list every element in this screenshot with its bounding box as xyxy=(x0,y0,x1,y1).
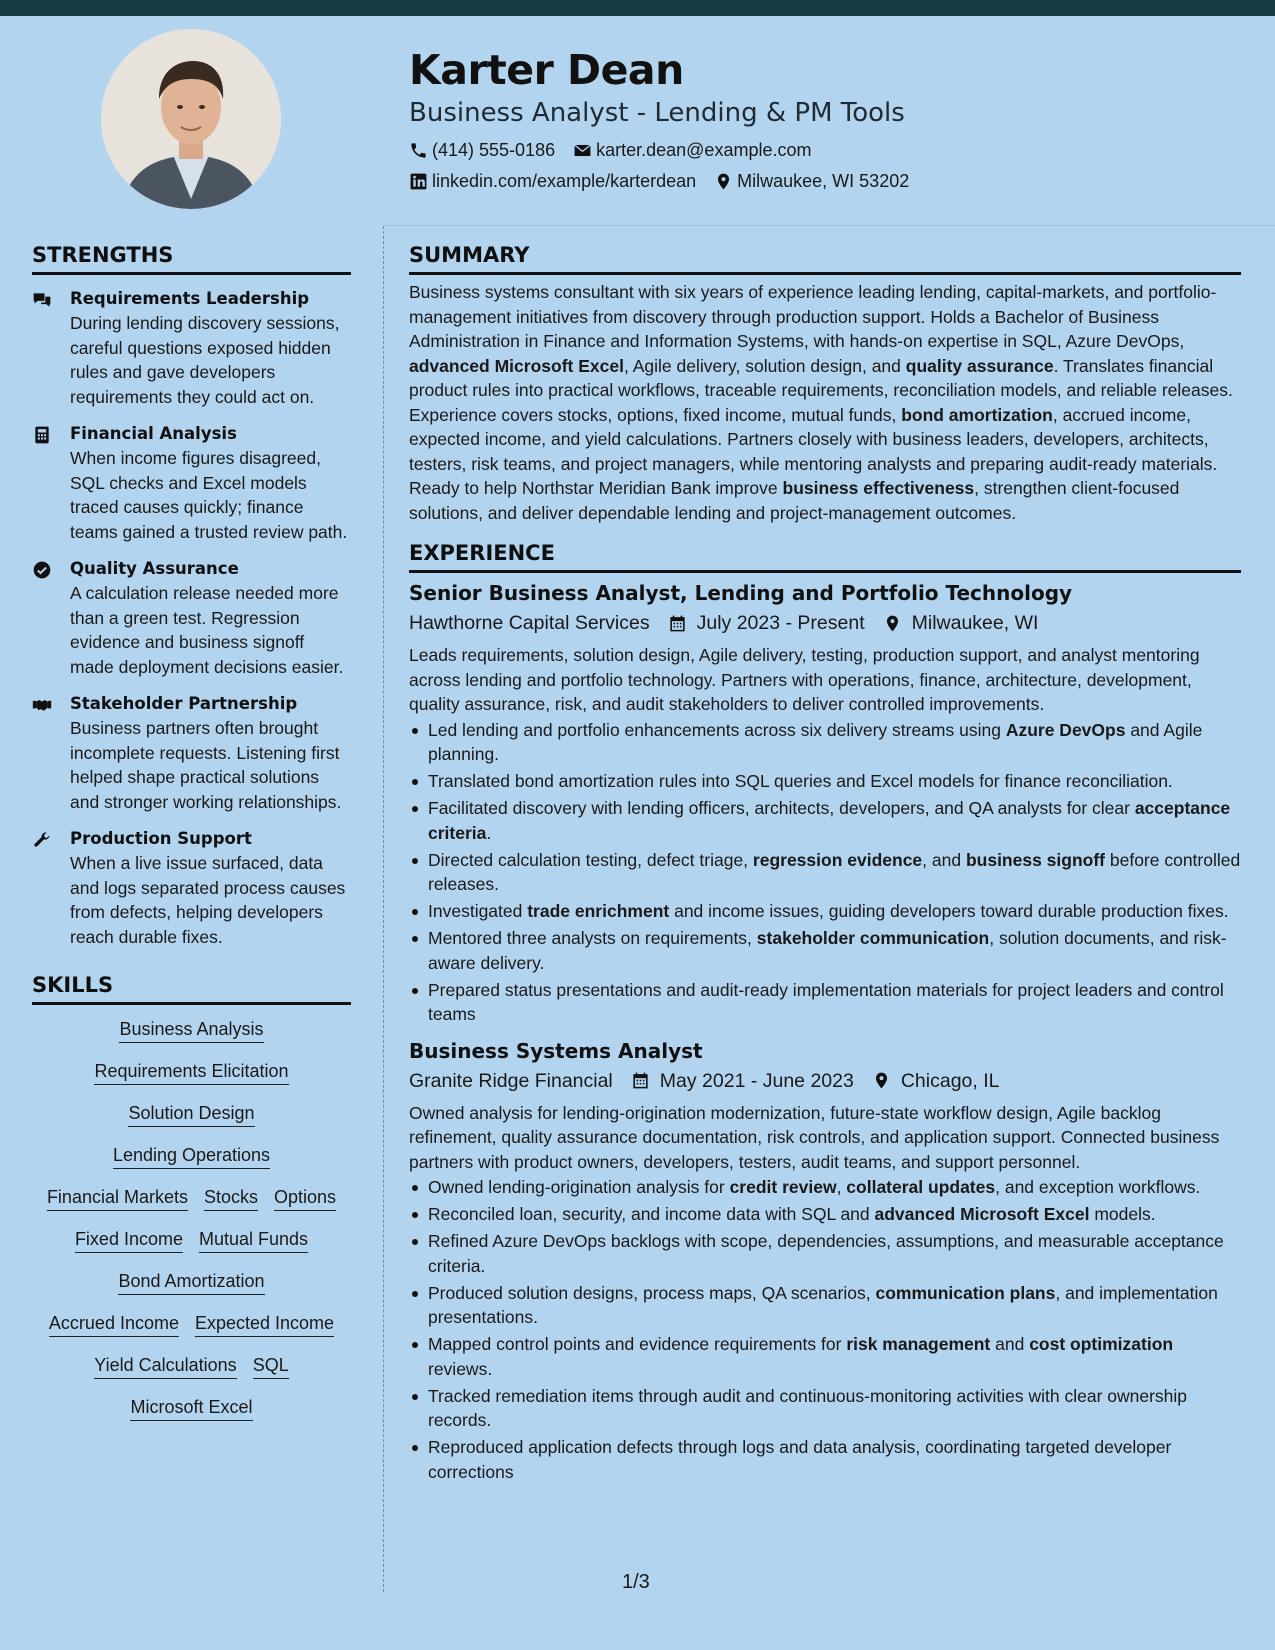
date-range: July 2023 - Present xyxy=(696,612,865,634)
emphasis-text: business signoff xyxy=(965,849,1105,870)
bullet-item xyxy=(409,1229,1241,1278)
profile-photo xyxy=(101,29,281,209)
text-run: Tracked remediation items through audit and continuous-monitoring activities with clear ownership records. xyxy=(428,1385,1188,1430)
location-name: Chicago, IL xyxy=(900,1069,1000,1092)
skill-row xyxy=(32,1269,351,1295)
text-run: Mapped control points and evidence requirements for xyxy=(428,1334,847,1354)
emphasis-text: stakeholder communication xyxy=(756,928,990,948)
skill-tag: Lending Operations xyxy=(113,1143,270,1169)
handshake-icon xyxy=(32,692,70,814)
phone-icon xyxy=(409,141,428,160)
calendar-icon xyxy=(631,1071,650,1090)
job-list xyxy=(409,579,1241,1484)
text-run: Mentored three analysts on requirements, xyxy=(428,928,757,948)
skill-row xyxy=(32,1227,351,1253)
skill-row xyxy=(32,1017,351,1043)
text-run: models. xyxy=(1089,1204,1156,1224)
emphasis-text: communication plans xyxy=(875,1282,1056,1303)
emphasis-text: risk management xyxy=(846,1334,991,1354)
emphasis-text: Azure DevOps xyxy=(1005,719,1126,740)
map-pin-icon xyxy=(872,1071,891,1090)
strength-description: When a live issue surfaced, data and logs separated process causes from defects, helping developers reach durable fixes. xyxy=(70,853,346,947)
text-run: , xyxy=(836,1177,847,1197)
job-title: Business Systems Analyst xyxy=(409,1038,703,1063)
candidate-name: Karter Dean xyxy=(409,46,684,94)
emphasis-text: credit review xyxy=(729,1177,837,1197)
skill-tag: Mutual Funds xyxy=(199,1227,308,1253)
text-run: , and xyxy=(922,849,966,870)
skill-row xyxy=(32,1353,351,1379)
bullet-item xyxy=(409,1332,1241,1381)
strength-description: A calculation release needed more than a green test. Regression evidence and business signoff made deployment decisions easier. xyxy=(70,583,344,677)
emphasis-text: cost optimization xyxy=(1029,1334,1174,1354)
skill-row xyxy=(32,1311,351,1337)
text-run: , and exception workflows. xyxy=(995,1177,1201,1197)
skill-tag: Financial Markets xyxy=(47,1185,188,1211)
text-run: reviews. xyxy=(428,1358,493,1379)
candidate-role: Business Analyst - Lending & PM Tools xyxy=(409,98,905,128)
text-run: Led lending and portfolio enhancements across six delivery streams using xyxy=(428,719,1006,740)
map-pin-icon xyxy=(714,172,733,191)
job-description: Owned analysis for lending-origination modernization, future-state workflow design, Agile backlog refinement, quality assurance documentation, risk controls, and application support. Connected business partners with product owners, developers, testers, audit teams, and support personnel. xyxy=(409,1102,1220,1172)
text-run: and xyxy=(990,1334,1030,1354)
wrench-icon xyxy=(32,827,70,949)
strength-item xyxy=(32,422,351,544)
text-run: and income issues, guiding developers toward durable production fixes. xyxy=(669,901,1229,921)
job-entry xyxy=(409,1037,1241,1485)
skill-row xyxy=(32,1143,351,1169)
calendar-icon xyxy=(668,614,687,633)
skill-tag: Business Analysis xyxy=(119,1017,263,1043)
skill-row xyxy=(32,1185,351,1211)
date-range: May 2021 - June 2023 xyxy=(659,1069,854,1092)
strengths-heading: STRENGTHS xyxy=(32,241,351,275)
skill-row xyxy=(32,1395,351,1421)
bullet-item xyxy=(409,1175,1241,1200)
top-bar xyxy=(0,0,1275,16)
skill-tag: Accrued Income xyxy=(49,1311,179,1337)
text-run: Produced solution designs, process maps, QA scenarios, xyxy=(428,1282,876,1303)
job-company xyxy=(409,1067,613,1095)
header-divider xyxy=(384,225,1275,226)
text-run: , strengthen client-focused solutions, and deliver dependable lending and project-management outcomes. xyxy=(409,478,1180,523)
strength-title: Quality Assurance xyxy=(70,559,239,578)
skill-tag: Expected Income xyxy=(195,1311,334,1337)
summary-text xyxy=(409,280,1241,525)
emphasis-text: quality assurance xyxy=(905,355,1054,376)
strengths-list xyxy=(32,287,351,949)
job-bullets xyxy=(409,718,1241,1027)
job-location xyxy=(883,609,1039,637)
emphasis-text: business effectiveness xyxy=(782,478,975,498)
column-divider xyxy=(383,226,384,1592)
contact-row-1 xyxy=(409,138,1249,162)
skill-tag: Yield Calculations xyxy=(94,1353,236,1379)
job-meta xyxy=(409,1067,1241,1095)
text-run: Facilitated discovery with lending officers, architects, developers, and QA analysts for clear xyxy=(428,798,1135,818)
linkedin-icon xyxy=(409,172,428,191)
experience-section xyxy=(409,539,1241,1484)
contact-row-2 xyxy=(409,169,1249,193)
strength-item xyxy=(32,287,351,409)
left-column xyxy=(32,241,351,1437)
phone-text: (414) 555-0186 xyxy=(432,140,556,160)
linkedin-text: linkedin.com/example/karterdean xyxy=(432,171,697,191)
company-name: Granite Ridge Financial xyxy=(409,1069,613,1092)
strength-title: Requirements Leadership xyxy=(70,289,310,308)
skill-row xyxy=(32,1101,351,1127)
bullet-item xyxy=(409,978,1241,1027)
skill-tag: Stocks xyxy=(204,1185,258,1211)
text-run: Directed calculation testing, defect triage, xyxy=(428,849,753,870)
calculator-icon xyxy=(32,422,70,544)
comments-icon xyxy=(32,287,70,409)
skill-tag: Requirements Elicitation xyxy=(94,1059,288,1085)
text-run: . xyxy=(486,822,492,843)
resume-header xyxy=(409,44,1249,193)
bullet-item xyxy=(409,926,1241,975)
strength-body xyxy=(70,422,351,544)
bullet-item xyxy=(409,1384,1241,1433)
strength-description: During lending discovery sessions, careful questions exposed hidden rules and gave developers requirements they could act on. xyxy=(70,313,340,407)
text-run: , and implementation presentations. xyxy=(428,1282,1218,1327)
summary-heading: SUMMARY xyxy=(409,241,1241,275)
strength-body xyxy=(70,827,351,949)
text-run: Reconciled loan, security, and income data with SQL and xyxy=(428,1204,875,1224)
strength-body xyxy=(70,557,351,679)
bullet-item xyxy=(409,796,1241,845)
job-entry xyxy=(409,579,1241,1027)
strength-body xyxy=(70,692,351,814)
skill-tag: SQL xyxy=(253,1353,289,1379)
company-name: Hawthorne Capital Services xyxy=(409,612,650,634)
emphasis-text: bond amortization xyxy=(901,404,1053,425)
text-run: , accrued income, expected income, and yield calculations. Partners closely with business leaders, developers, architects, testers, risk teams, and project managers, while mentoring analysts and preparing audit-ready materials. Ready to help Northstar Meridian Bank improve xyxy=(409,404,1218,498)
strength-description: Business partners often brought incomplete requests. Listening first helped shape practical solutions and stronger working relationships. xyxy=(70,718,342,812)
job-title: Senior Business Analyst, Lending and Portfolio Technology xyxy=(409,581,1073,605)
job-dates xyxy=(668,609,865,637)
strength-description: When income figures disagreed, SQL checks and Excel models traced causes quickly; finance teams gained a trusted review path. xyxy=(70,448,348,542)
email-contact[interactable] xyxy=(573,138,811,162)
text-run: Business systems consultant with six years of experience leading lending, capital-markets, and portfolio-management initiatives from discovery through production support. Holds a Bachelor of Business Administration in Finance and Information Systems, with hands-on expertise in SQL, Azure DevOps, xyxy=(409,282,1217,351)
bullet-item xyxy=(409,718,1241,767)
map-pin-icon xyxy=(883,614,902,633)
text-run: Investigated xyxy=(428,901,528,921)
text-run: Prepared status presentations and audit-ready implementation materials for project leaders and control teams xyxy=(428,979,1224,1024)
job-description: Leads requirements, solution design, Agile delivery, testing, production support, and analyst mentoring across lending and portfolio technology. Partners with operations, finance, architecture, development, quality assurance, risk, and audit stakeholders to deliver controlled improvements. xyxy=(409,645,1200,714)
bullet-item xyxy=(409,1435,1241,1484)
skill-tag: Options xyxy=(274,1185,336,1211)
strength-item xyxy=(32,557,351,679)
skill-tag: Bond Amortization xyxy=(118,1269,264,1295)
skills-list xyxy=(32,1017,351,1421)
skill-tag: Solution Design xyxy=(128,1101,254,1127)
email-text: karter.dean@example.com xyxy=(596,140,812,160)
skill-row xyxy=(32,1059,351,1085)
bullet-item xyxy=(409,848,1241,897)
skills-section xyxy=(32,971,351,1421)
text-run: Owned lending-origination analysis for xyxy=(428,1177,730,1197)
job-location xyxy=(872,1067,1000,1095)
location-text: Milwaukee, WI 53202 xyxy=(737,171,910,191)
emphasis-text: advanced Microsoft Excel xyxy=(409,355,624,376)
check-circle-icon xyxy=(32,557,70,679)
bullet-item xyxy=(409,1202,1241,1227)
location-contact xyxy=(714,169,909,193)
location-name: Milwaukee, WI xyxy=(911,612,1039,634)
experience-heading: EXPERIENCE xyxy=(409,539,1241,573)
bullet-item xyxy=(409,899,1241,924)
text-run: , solution documents, and risk-aware delivery. xyxy=(428,928,1227,973)
text-run: . Translates financial product rules into practical workflows, traceable requirements, reconciliation models, and reliable releases. Experience covers stocks, options, fixed income, mutual funds, xyxy=(409,355,1233,425)
phone-contact xyxy=(409,138,555,162)
emphasis-text: acceptance criteria xyxy=(428,798,1231,843)
job-meta xyxy=(409,609,1241,637)
text-run: Translated bond amortization rules into SQL queries and Excel models for finance reconciliation. xyxy=(428,771,1173,791)
skills-heading: SKILLS xyxy=(32,971,351,1005)
main-column xyxy=(409,241,1241,1487)
text-run: and Agile planning. xyxy=(428,719,1203,764)
envelope-icon xyxy=(573,141,592,160)
bullet-item xyxy=(409,1281,1241,1330)
job-dates xyxy=(631,1067,854,1095)
page-number: 1/3 xyxy=(622,1571,650,1593)
emphasis-text: collateral updates xyxy=(846,1177,996,1197)
strength-body xyxy=(70,287,351,409)
strength-item xyxy=(32,692,351,814)
text-run: before controlled releases. xyxy=(428,849,1241,894)
emphasis-text: advanced Microsoft Excel xyxy=(874,1204,1090,1224)
skill-tag: Fixed Income xyxy=(75,1227,183,1253)
emphasis-text: regression evidence xyxy=(752,849,923,870)
linkedin-contact[interactable] xyxy=(409,169,696,193)
skill-tag: Microsoft Excel xyxy=(130,1395,252,1421)
bullet-item xyxy=(409,769,1241,794)
job-company xyxy=(409,609,650,637)
text-run: Refined Azure DevOps backlogs with scope, dependencies, assumptions, and measurable acceptance criteria. xyxy=(428,1231,1224,1276)
strength-item xyxy=(32,827,351,949)
text-run: Reproduced application defects through logs and data analysis, coordinating targeted developer corrections xyxy=(428,1437,1172,1482)
strength-title: Production Support xyxy=(70,829,252,848)
job-bullets xyxy=(409,1175,1241,1484)
text-run: , Agile delivery, solution design, and xyxy=(623,355,906,376)
strength-title: Financial Analysis xyxy=(70,424,237,443)
strength-title: Stakeholder Partnership xyxy=(70,694,298,713)
emphasis-text: trade enrichment xyxy=(527,901,670,921)
